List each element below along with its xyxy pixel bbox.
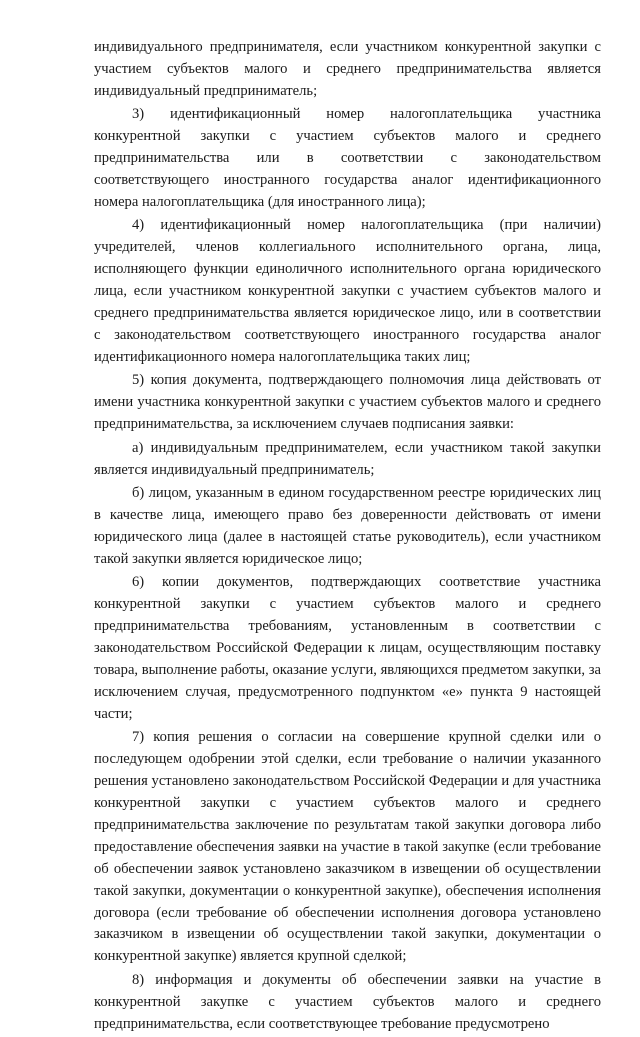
paragraph-item-5b: б) лицом, указанным в едином государственном реестре юридических лиц в качестве лица, имеющего право без доверенности действовать от имени юридического лица (далее в настоящей статье руководитель), если участником такой закупки является юридическое лицо;: [94, 485, 601, 567]
paragraph-continuation: индивидуального предпринимателя, если участником конкурентной закупки с участием субъектов малого и среднего предпринимательства является индивидуальный предприниматель;: [94, 39, 601, 99]
paragraph-item-5: 5) копия документа, подтверждающего полномочия лица действовать от имени участника конкурентной закупки с участием субъектов малого и среднего предпринимательства, за исключением случаев подписания заявки:: [94, 372, 601, 433]
paragraph-item-4: 4) идентификационный номер налогоплательщика (при наличии) учредителей, членов коллегиального исполнительного органа, лица, исполняющего функции единоличного исполнительного органа юридического лица, если участником конкурентной закупки с участием субъектов малого и среднего предпринимательства является юридическое лицо, или в соответствии с законодательством соответствующего иностранного государства аналог идентификационного номера налогоплательщика таких лиц;: [94, 217, 601, 365]
paragraph-item-5a: а) индивидуальным предпринимателем, если участником такой закупки является индивидуальный предприниматель;: [94, 439, 601, 478]
paragraph-item-7: 7) копия решения о согласии на совершение крупной сделки или о последующем одобрении этой сделки, если требование о наличии указанного решения установлено законодательством Российской Федерации и для участника конкурентной закупки с участием субъектов малого и среднего предпринимательства заключение по результатам такой закупки договора либо предоставление обеспечения заявки на участие в такой закупке (если требование об обеспечении заявок установлено заказчиком в извещении об осуществлении такой закупки, документации о конкурентной закупке), обеспечения исполнения договора (если требование об обеспечении исполнения договора установлено заказчиком в извещении об осуществлении такой закупки, документации о конкурентной закупке) является крупной сделкой;: [94, 729, 601, 965]
paragraph-item-6: 6) копии документов, подтверждающих соответствие участника конкурентной закупки с участием субъектов малого и среднего предпринимательства требованиям, установленным в соответствии с законодательством Российской Федерации к лицам, осуществляющим поставку товара, выполнение работы, оказание услуги, являющихся предметом закупки, за исключением случая, предусмотренного подпунктом «е» пункта 9 настоящей части;: [94, 574, 601, 722]
paragraph-item-3: 3) идентификационный номер налогоплательщика участника конкурентной закупки с участием субъектов малого и среднего предпринимательства или в соответствии с законодательством соответствующего иностранного государства аналог идентификационного номера налогоплательщика (для иностранного лица);: [94, 106, 601, 210]
paragraph-item-8: 8) информация и документы об обеспечении заявки на участие в конкурентной закупке с участием субъектов малого и среднего предпринимательства, если соответствующее требование предусмотрено: [94, 971, 601, 1032]
document-page: [94, 37, 601, 1037]
